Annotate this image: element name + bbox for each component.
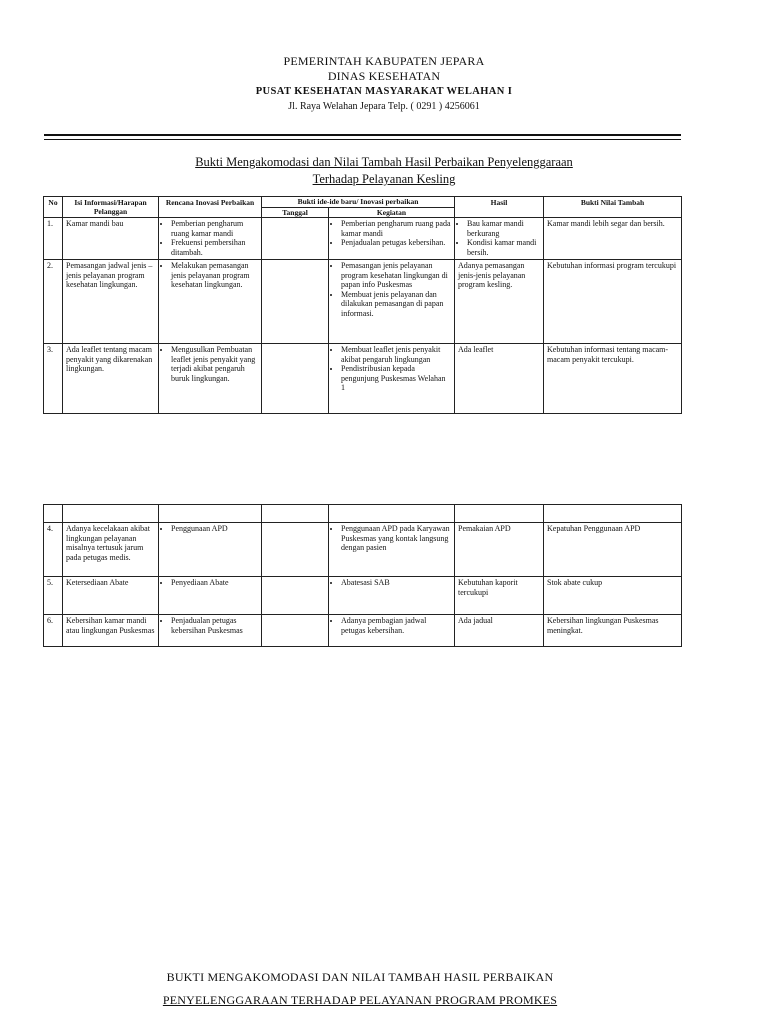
row-no: 3. xyxy=(44,344,63,414)
row-kegiatan xyxy=(329,344,455,414)
row-tanggal xyxy=(262,344,329,414)
table-row xyxy=(44,218,682,260)
row-tanggal xyxy=(262,260,329,344)
list-item: • Pemberian pengharum ruang kamar mandi xyxy=(171,219,258,238)
row-nilai: Kepatuhan Penggunaan APD xyxy=(544,523,682,577)
improvement-table-1 xyxy=(43,196,682,414)
row-nilai: Kebutuhan informasi program tercukupi xyxy=(544,260,682,344)
table-row xyxy=(44,260,682,344)
list-item: • Membuat jenis pelayanan dan dilakukan pemasangan di papan informasi. xyxy=(341,290,451,319)
row-rencana xyxy=(159,615,262,647)
col-header-bukti-group: Bukti ide-ide baru/ Inovasi perbaikan xyxy=(262,197,455,208)
row-rencana xyxy=(159,523,262,577)
improvement-table-2 xyxy=(43,504,682,647)
row-rencana xyxy=(159,260,262,344)
row-tanggal xyxy=(262,615,329,647)
list-item: • Adanya pembagian jadwal petugas kebersihan. xyxy=(341,616,451,635)
col-header-nilai: Bukti Nilai Tambah xyxy=(544,197,682,218)
row-isi: Ada leaflet tentang macam penyakit yang dikarenakan lingkungan. xyxy=(63,344,159,414)
title-line-2: Terhadap Pelayanan Kesling xyxy=(312,172,456,186)
col-header-rencana: Rencana Inovasi Perbaikan xyxy=(159,197,262,218)
row-no: 6. xyxy=(44,615,63,647)
table-row xyxy=(44,523,682,577)
table-row xyxy=(44,615,682,647)
row-no: 1. xyxy=(44,218,63,260)
table-row xyxy=(44,344,682,414)
list-item: • Mengusulkan Pembuatan leaflet jenis penyakit yang terjadi akibat pengaruh buruk lingkungan. xyxy=(171,345,258,383)
list-item: • Penjadualan petugas kebersihan. xyxy=(341,238,451,248)
row-isi: Kamar mandi bau xyxy=(63,218,159,260)
row-rencana xyxy=(159,218,262,260)
agency-name: DINAS KESEHATAN xyxy=(327,69,441,83)
row-no: 4. xyxy=(44,523,63,577)
list-item: • Penggunaan APD xyxy=(171,524,258,534)
row-hasil xyxy=(455,218,544,260)
row-nilai: Stok abate cukup xyxy=(544,577,682,615)
row-isi: Adanya kecelakaan akibat lingkungan pelayanan misalnya tertusuk jarum pada petugas medis. xyxy=(63,523,159,577)
header-rule-thick xyxy=(44,134,681,136)
row-hasil: Ada jadual xyxy=(455,615,544,647)
puskesmas-name: PUSAT KESEHATAN MASYARAKAT WELAHAN I xyxy=(255,86,513,97)
row-kegiatan xyxy=(329,577,455,615)
col-header-tanggal: Tanggal xyxy=(262,207,329,218)
row-kegiatan xyxy=(329,218,455,260)
list-item: • Bau kamar mandi berkurang xyxy=(467,219,540,238)
table-row-empty xyxy=(44,505,682,523)
list-item: • Pemberian pengharum ruang pada kamar mandi xyxy=(341,219,451,238)
row-hasil: Ada leaflet xyxy=(455,344,544,414)
address: Jl. Raya Welahan Jepara Telp. ( 0291 ) 4256061 xyxy=(288,101,480,112)
col-header-hasil: Hasil xyxy=(455,197,544,218)
row-isi: Ketersediaan Abate xyxy=(63,577,159,615)
col-header-no: No xyxy=(44,197,63,218)
next-section-title xyxy=(0,966,720,1012)
row-nilai: Kamar mandi lebih segar dan bersih. xyxy=(544,218,682,260)
row-kegiatan xyxy=(329,615,455,647)
list-item: • Abatesasi SAB xyxy=(341,578,451,588)
row-rencana xyxy=(159,344,262,414)
list-item: • Pemasangan jenis pelayanan program kesehatan lingkungan di papan info Puskesmas xyxy=(341,261,451,290)
list-item: • Penjadualan petugas kebersihan Puskesmas xyxy=(171,616,258,635)
table-row xyxy=(44,577,682,615)
row-kegiatan xyxy=(329,523,455,577)
col-header-isi: Isi Informasi/Harapan Pelanggan xyxy=(63,197,159,218)
header-rule-thin xyxy=(44,139,681,140)
row-tanggal xyxy=(262,523,329,577)
letterhead xyxy=(0,54,768,114)
row-isi: Pemasangan jadwal jenis – jenis pelayanan program kesehatan lingkungan. xyxy=(63,260,159,344)
list-item: • Frekuensi pembersihan ditambah. xyxy=(171,238,258,257)
row-tanggal xyxy=(262,577,329,615)
list-item: • Kondisi kamar mandi bersih. xyxy=(467,238,540,257)
row-rencana xyxy=(159,577,262,615)
row-nilai: Kebutuhan informasi tentang macam-macam penyakit tercukupi. xyxy=(544,344,682,414)
list-item: • Penyediaan Abate xyxy=(171,578,258,588)
row-isi: Kebersihan kamar mandi atau lingkungan Puskesmas xyxy=(63,615,159,647)
row-hasil: Adanya pemasangan jenis-jenis pelayanan program kesling. xyxy=(455,260,544,344)
row-no: 2. xyxy=(44,260,63,344)
government-name: PEMERINTAH KABUPATEN JEPARA xyxy=(283,54,485,68)
footer-line-1: BUKTI MENGAKOMODASI DAN NILAI TAMBAH HASIL PERBAIKAN xyxy=(166,970,554,984)
row-hasil: Kebutuhan kaporit tercukupi xyxy=(455,577,544,615)
row-tanggal xyxy=(262,218,329,260)
row-no: 5. xyxy=(44,577,63,615)
title-line-1: Bukti Mengakomodasi dan Nilai Tambah Hasil Perbaikan Penyelenggaraan xyxy=(195,155,573,169)
list-item: • Pendistribusian kepada pengunjung Puskesmas Welahan 1 xyxy=(341,364,451,393)
document-title xyxy=(0,154,768,188)
list-item: • Membuat leaflet jenis penyakit akibat pengaruh lingkungan xyxy=(341,345,451,364)
col-header-kegiatan: Kegiatan xyxy=(329,207,455,218)
list-item: • Melakukan pemasangan jenis pelayanan program kesehatan lingkungan. xyxy=(171,261,258,290)
list-item: • Penggunaan APD pada Karyawan Puskesmas yang kontak langsung dengan pasien xyxy=(341,524,451,553)
row-hasil: Pemakaian APD xyxy=(455,523,544,577)
footer-line-2: PENYELENGGARAAN TERHADAP PELAYANAN PROGRAM PROMKES xyxy=(162,993,558,1007)
row-kegiatan xyxy=(329,260,455,344)
row-nilai: Kebersihan lingkungan Puskesmas meningkat. xyxy=(544,615,682,647)
